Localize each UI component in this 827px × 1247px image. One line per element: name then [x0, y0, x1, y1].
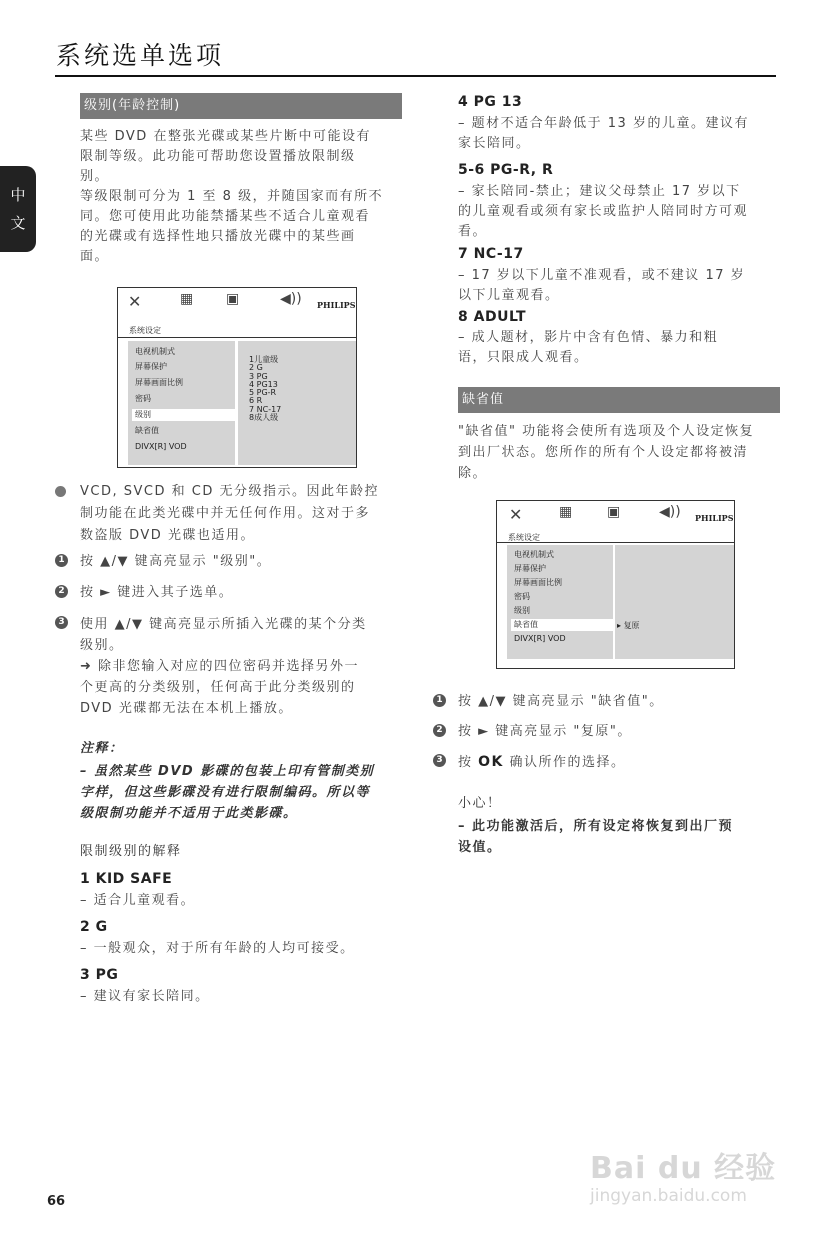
ok-key: OK [478, 754, 504, 770]
rating-name: 3 PG [80, 967, 119, 983]
menu-item: 屏幕保护 [135, 362, 167, 371]
text-line: 级限制功能并不适用于此类影碟。 [80, 806, 298, 821]
rating-option: 5 PG-R [249, 388, 277, 398]
vcd-note [80, 481, 410, 547]
page-title: 系统选单选项 [56, 41, 225, 70]
screen-icon: ▣ [607, 504, 621, 520]
rating-intro-1 [80, 127, 410, 267]
rating-option: 4 PG13 [249, 379, 278, 389]
language-tab-char-2: 文 [10, 214, 26, 232]
page-number: 66 [47, 1194, 66, 1209]
rating-step-3 [80, 614, 410, 719]
step-1-badge-icon: 1 [55, 554, 68, 567]
menu-item: DIVX[R] VOD [135, 442, 187, 451]
bullet-dot-icon [55, 486, 66, 497]
speaker-icon: ◀)) [280, 291, 302, 307]
rating-option: 6 R [249, 396, 263, 406]
screen-icon: ▣ [226, 291, 240, 307]
rating-explanation-heading: 限制级别的解释 [80, 844, 182, 859]
caution-body [458, 816, 788, 858]
menu-item: 电视机制式 [514, 550, 554, 559]
text-line: – 17 岁以下儿童不准观看，或不建议 17 岁 [458, 268, 746, 283]
text-line: 数盗版 DVD 光碟也适用。 [80, 528, 255, 543]
rating-name: 4 PG 13 [458, 94, 523, 110]
language-tab-char-1: 中 [10, 186, 26, 204]
menu-item: 屏幕保护 [514, 564, 546, 573]
rating-name: 8 ADULT [458, 309, 527, 325]
text-line: 看。 [458, 224, 488, 239]
menu-title: 系统设定 [129, 326, 161, 335]
rating-desc [458, 328, 788, 368]
text-line: 家长陪同。 [458, 136, 531, 151]
reset-option-label: 复原 [623, 621, 640, 630]
rating-name: 1 KID SAFE [80, 871, 173, 887]
step-2-badge-icon: 2 [433, 724, 446, 737]
rating-desc: – 适合儿童观看。 [80, 893, 196, 908]
rating-desc [458, 182, 788, 242]
step-3-badge-icon: 3 [55, 616, 68, 629]
text-line: 别。 [80, 169, 110, 184]
text-line: – 此功能激活后，所有设定将恢复到出厂预 [458, 819, 734, 834]
step-3-badge-icon: 3 [433, 754, 446, 767]
philips-brand: PHILIPS [695, 513, 734, 523]
menu-title: 系统设定 [508, 533, 540, 542]
grid-icon: ▦ [180, 291, 194, 307]
step-2-badge-icon: 2 [55, 585, 68, 598]
rating-section-header: 级别(年龄控制) [80, 93, 402, 119]
menu-option-panel [238, 341, 356, 465]
rating-step-1: 按 ▲/▼ 键高亮显示 "级别"。 [80, 554, 272, 569]
rating-step-2: 按 ► 键进入其子选单。 [80, 585, 234, 600]
text-line: VCD, SVCD 和 CD 无分级指示。因此年龄控 [80, 484, 379, 499]
menu-item: 级别 [514, 606, 530, 615]
baidu-watermark-logo: Bai du 经验 [590, 1151, 777, 1186]
text-line: 的儿童观看或须有家长或监护人陪同时方可观 [458, 204, 749, 219]
rating-menu-screenshot [117, 287, 357, 468]
text-line: 字样，但这些影碟没有进行限制编码。所以等 [80, 785, 371, 800]
text-line: ➜ 除非您输入对应的四位密码并选择另外一 [80, 659, 360, 674]
rating-desc [458, 266, 788, 306]
note-title: 注释： [80, 741, 124, 756]
rating-option-list [249, 356, 281, 422]
menu-separator [497, 542, 734, 543]
menu-item: 密码 [135, 394, 151, 403]
rating-name: 7 NC-17 [458, 246, 524, 262]
reset-option: ▸ 复原 [617, 621, 640, 630]
text-line: 除。 [458, 466, 488, 481]
menu-separator [118, 337, 356, 338]
rating-desc: – 建议有家长陪同。 [80, 989, 210, 1004]
text-line: DVD 光碟都无法在本机上播放。 [80, 701, 293, 716]
default-step-2: 按 ► 键高亮显示 "复原"。 [458, 724, 632, 739]
menu-item: 缺省值 [135, 426, 159, 435]
text-line: 限制等级。此功能可帮助您设置播放限制级 [80, 149, 356, 164]
step-3-suffix: 确认所作的选择。 [509, 755, 626, 770]
text-line: 语，只限成人观看。 [458, 350, 589, 365]
text-line: – 虽然某些 DVD 影碟的包装上印有管制类别 [80, 764, 375, 779]
menu-item: 屏幕画面比例 [135, 378, 183, 387]
menu-item: 密码 [514, 592, 530, 601]
rating-option: 2 G [249, 363, 263, 373]
rating-option: 1儿童级 [249, 355, 279, 364]
rating-desc: – 一般观众，对于所有年龄的人均可接受。 [80, 941, 355, 956]
text-line: – 成人题材，影片中含有色情、暴力和粗 [458, 330, 719, 345]
default-section-header: 缺省值 [458, 387, 780, 413]
text-line: – 家长陪同-禁止；建议父母禁止 17 岁以下 [458, 184, 741, 199]
menu-item-selected: 级别 [132, 409, 235, 421]
default-intro [458, 421, 788, 484]
text-line: – 题材不适合年龄低于 13 岁的儿童。建议有 [458, 116, 749, 131]
text-line: 个更高的分类级别，任何高于此分类级别的 [80, 680, 356, 695]
grid-icon: ▦ [559, 504, 573, 520]
settings-tools-icon: ✕ [509, 505, 523, 524]
language-tab [0, 166, 36, 252]
text-line: 制功能在此类光碟中并无任何作用。这对于多 [80, 506, 371, 521]
step-3-prefix: 按 [458, 755, 473, 770]
menu-item-list [128, 341, 235, 465]
menu-item-list [507, 545, 613, 659]
default-step-3 [458, 752, 626, 773]
rating-option: 8成人级 [249, 413, 279, 423]
rating-name: 2 G [80, 919, 108, 935]
rating-option: 3 PG [249, 371, 268, 381]
text-line: 某些 DVD 在整张光碟或某些片断中可能设有 [80, 129, 371, 144]
text-line: 设值。 [458, 840, 502, 855]
settings-tools-icon: ✕ [128, 292, 142, 311]
menu-item: DIVX[R] VOD [514, 634, 566, 643]
step-1-badge-icon: 1 [433, 694, 446, 707]
text-line: 使用 ▲/▼ 键高亮显示所插入光碟的某个分类 [80, 617, 367, 632]
default-step-1: 按 ▲/▼ 键高亮显示 "缺省值"。 [458, 694, 664, 709]
text-line: 同。您可使用此功能禁播某些不适合儿童观看 [80, 209, 371, 224]
speaker-icon: ◀)) [659, 504, 681, 520]
menu-item-selected: 缺省值 [511, 619, 613, 631]
title-rule [55, 75, 776, 77]
rating-desc [458, 114, 788, 154]
menu-option-panel [615, 545, 734, 659]
menu-item: 屏幕画面比例 [514, 578, 562, 587]
note-body [80, 761, 410, 824]
text-line: 面。 [80, 249, 110, 264]
text-line: 到出厂状态。您所作的所有个人设定都将被清 [458, 445, 749, 460]
menu-item: 电视机制式 [135, 347, 175, 356]
philips-brand: PHILIPS [317, 300, 356, 310]
caution-title: 小心！ [458, 796, 502, 811]
text-line: "缺省值" 功能将会使所有选项及个人设定恢复 [458, 424, 755, 439]
text-line: 等级限制可分为 1 至 8 级，并随国家而有所不 [80, 189, 384, 204]
baidu-watermark-url: jingyan.baidu.com [590, 1186, 747, 1206]
rating-option: 7 NC-17 [249, 404, 282, 414]
text-line: 以下儿童观看。 [458, 288, 560, 303]
text-line: 的光碟或有选择性地只播放光碟中的某些画 [80, 229, 356, 244]
text-line: 级别。 [80, 638, 124, 653]
rating-name: 5-6 PG-R, R [458, 162, 554, 178]
default-menu-screenshot [496, 500, 735, 669]
